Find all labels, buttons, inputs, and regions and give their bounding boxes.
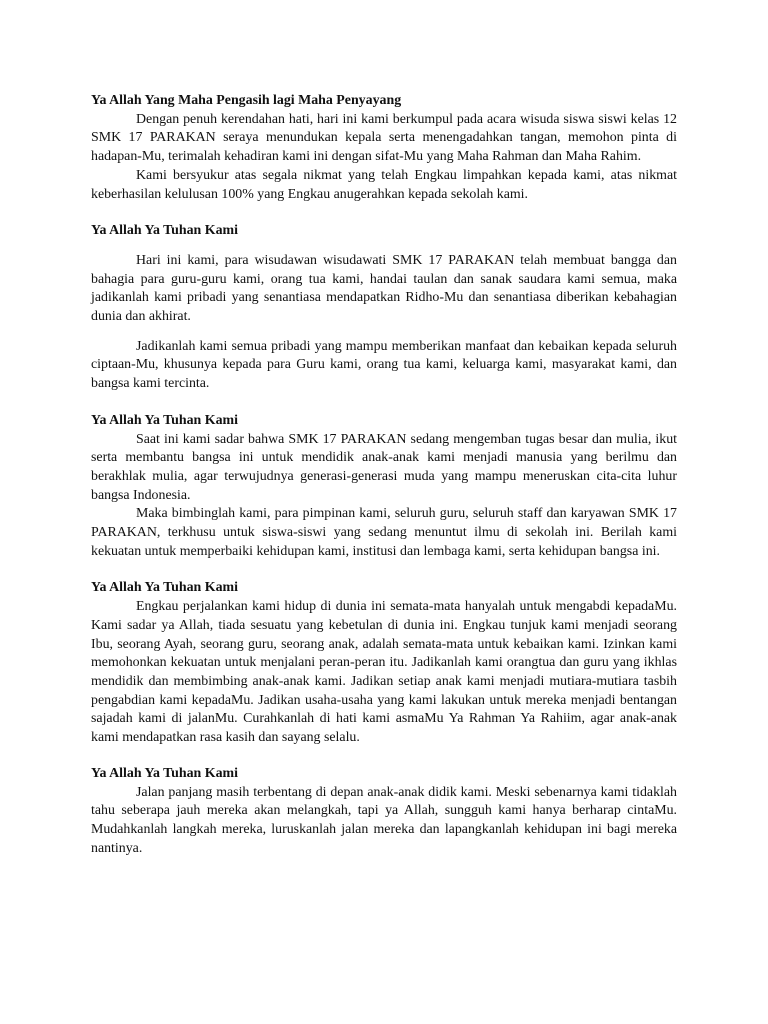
prayer-section-2 xyxy=(91,222,677,394)
prayer-section-3 xyxy=(91,412,677,562)
prayer-section-5 xyxy=(91,765,677,859)
section-heading: Ya Allah Ya Tuhan Kami xyxy=(91,765,238,781)
paragraph: Jadikanlah kami semua pribadi yang mampu memberikan manfaat dan kebaikan kepada seluruh ciptaan-Mu, khusunya kepada para Guru kami, orang tua kami, keluarga kami, masyarakat kami, dan bangsa kami tercinta. xyxy=(91,338,677,392)
paragraph: Engkau perjalankan kami hidup di dunia ini semata-mata hanyalah untuk mengabdi kepadaMu. Kami sadar ya Allah, tiada sesuatu yang kebetulan di dunia ini. Engkau tunjuk kami menjadi seorang Ibu, seorang Ayah, seorang guru, seorang anak, adalah semata-mata untuk kebaikan kami. Izinkan kami memohonkan kekuatan untuk menjalani peran-peran itu. Jadikanlah kami orangtua dan guru yang ikhlas mendidik dan membimbing anak-anak kami. Jadikan setiap anak kami menjadi mutiara-mutiara tasbih pengabdian kami kepadaMu. Jadikan usaha-usaha yang kami lakukan untuk mereka menjadi bentangan sajadah kami di jalanMu. Curahkanlah di hati kami asmaMu Ya Rahman Ya Rahiim, agar anak-anak kami mendapatkan rasa kasih dan sayang selalu. xyxy=(91,599,677,746)
paragraph: Jalan panjang masih terbentang di depan anak-anak didik kami. Meski sebenarnya kami tidaklah tahu seberapa jauh mereka akan melangkah, tapi ya Allah, sungguh kami hanya berharap cintaMu. Mudahkanlah langkah mereka, luruskanlah jalan mereka dan lapangkanlah kehidupan ini bagi mereka nantinya. xyxy=(91,784,677,856)
section-heading: Ya Allah Ya Tuhan Kami xyxy=(91,412,238,428)
document-page xyxy=(91,92,677,858)
paragraph: Dengan penuh kerendahan hati, hari ini kami berkumpul pada acara wisuda siswa siswi kelas 12 SMK 17 PARAKAN seraya menundukan kepala serta menengadahkan tangan, memohon pinta di hadapan-Mu, terimalah kehadiran kami ini dengan sifat-Mu yang Maha Rahman dan Maha Rahim. xyxy=(91,111,677,165)
paragraph: Saat ini kami sadar bahwa SMK 17 PARAKAN sedang mengemban tugas besar dan mulia, ikut serta membantu bangsa ini untuk mendidik anak-anak kami menjadi manusia yang berilmu dan berakhlak mulia, agar terwujudnya generasi-generasi muda yang mampu meneruskan cita-cita luhur bangsa Indonesia. xyxy=(91,431,677,503)
paragraph: Hari ini kami, para wisudawan wisudawati SMK 17 PARAKAN telah membuat bangga dan bahagia para guru-guru kami, orang tua kami, handai taulan dan sanak saudara kami semua, maka jadikanlah kami pribadi yang senantiasa mendapatkan Ridho-Mu dan senantiasa diberikan kebahagian dunia dan akhirat. xyxy=(91,252,677,325)
paragraph: Maka bimbinglah kami, para pimpinan kami, seluruh guru, seluruh staff dan karyawan SMK 17 PARAKAN, terkhusu untuk siswa-siswi yang sedang menuntut ilmu di sekolah ini. Berilah kami kekuatan untuk memperbaiki kehidupan kami, institusi dan lembaga kami, serta kehidupan bangsa ini. xyxy=(91,506,677,559)
prayer-section-1 xyxy=(91,92,677,204)
paragraph: Kami bersyukur atas segala nikmat yang telah Engkau limpahkan kepada kami, atas nikmat keberhasilan kelulusan 100% yang Engkau anugerahkan kepada sekolah kami. xyxy=(91,167,677,202)
section-heading: Ya Allah Yang Maha Pengasih lagi Maha Penyayang xyxy=(91,93,402,108)
section-heading: Ya Allah Ya Tuhan Kami xyxy=(91,580,238,596)
prayer-section-4 xyxy=(91,579,677,747)
section-heading: Ya Allah Ya Tuhan Kami xyxy=(91,223,238,239)
